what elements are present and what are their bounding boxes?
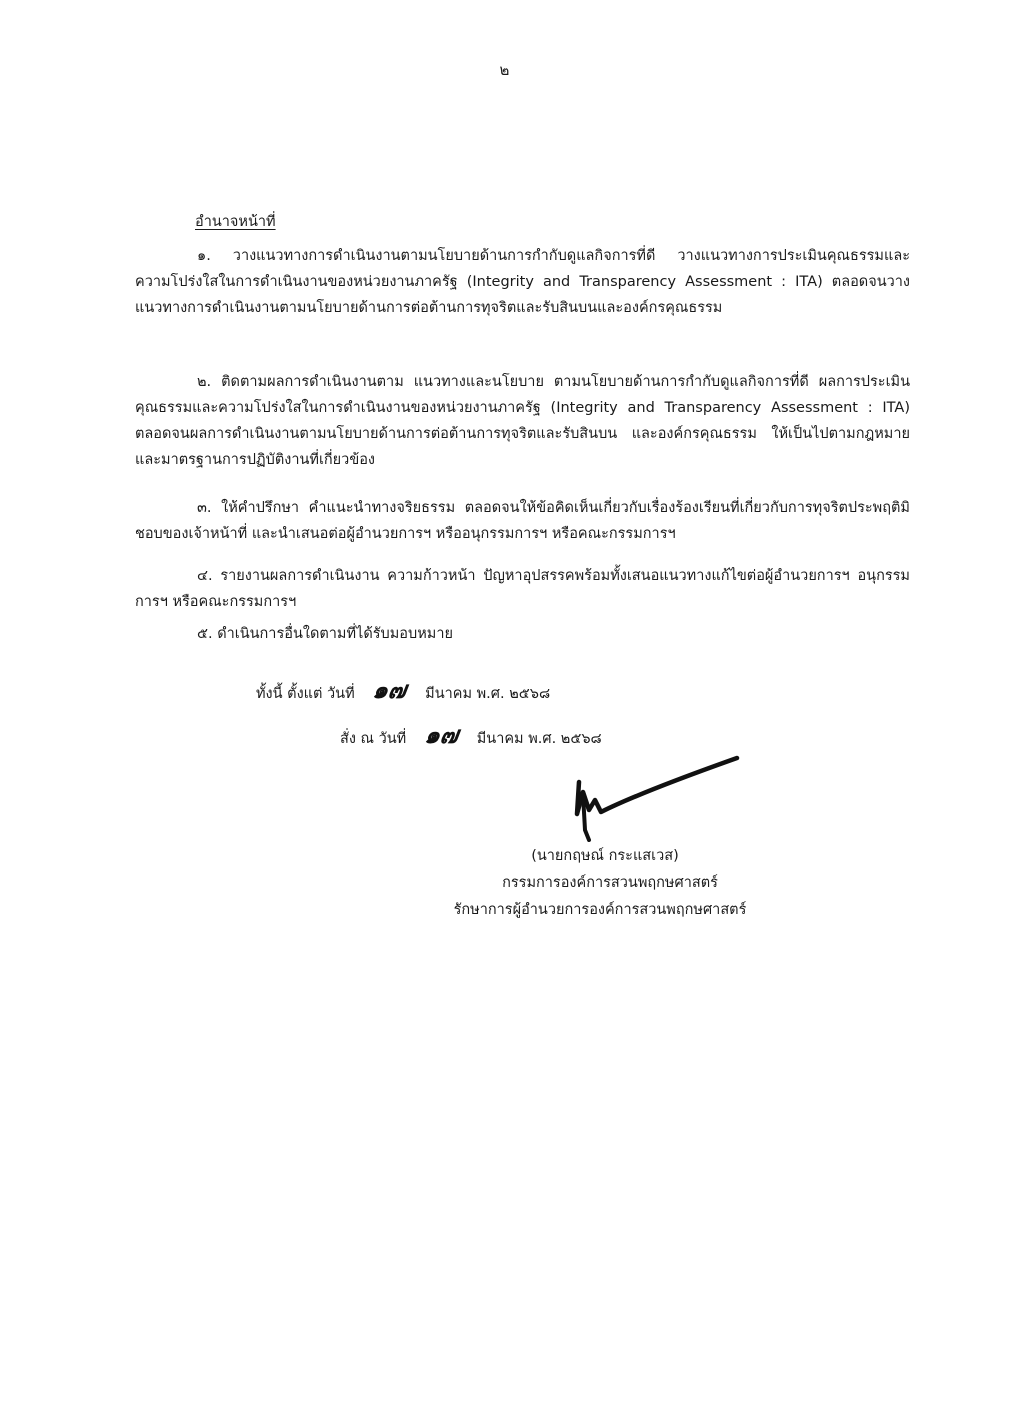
duty-item-4: ๔. รายงานผลการดำเนินงาน ความก้าวหน้า ปัญหาอุปสรรคพร้อมทั้งเสนอแนวทางแก้ไขต่อผู้อำนวยการฯ อนุกรรมการฯ หรือคณะกรรมการฯ bbox=[135, 568, 910, 610]
effective-date-day: ๑๗ bbox=[371, 675, 409, 704]
ordered-date-prefix: สั่ง ณ วันที่ bbox=[340, 731, 407, 747]
duty-item-3: ๓. ให้คำปรึกษา คำแนะนำทางจริยธรรม ตลอดจนให้ข้อคิดเห็นเกี่ยวกับเรื่องร้องเรียนที่เกี่ยวกับการทุจริตประพฤติมิชอบของเจ้าหน้าที่ และนำเสนอต่อผู้อำนวยการฯ หรืออนุกรรมการฯ หรือคณะกรรมการฯ bbox=[135, 500, 910, 542]
signer-title-committee: กรรมการองค์การสวนพฤกษศาสตร์ bbox=[502, 875, 718, 891]
duty-item-1: ๑. วางแนวทางการดำเนินงานตามนโยบายด้านการกำกับดูแลกิจการที่ดี วางแนวทางการประเมินคุณธรรมและความโปร่งใสในการดำเนินงานของหน่วยงานภาครัฐ (Integrity and Transparency Assessment : ITA) ตลอดจนวางแนวทางการดำเนินงานตามนโยบายด้านการต่อต้านการทุจริตและรับสินบนและองค์กรคุณธรรม bbox=[135, 248, 910, 316]
ordered-date-line bbox=[340, 715, 602, 754]
signer-name: (นายกฤษณ์ กระแสเวส) bbox=[531, 848, 679, 864]
page-number: ๒ bbox=[499, 61, 510, 79]
duty-item-2: ๒. ติดตามผลการดำเนินงานตาม แนวทางและนโยบาย ตามนโยบายด้านการกำกับดูแลกิจการที่ดี ผลการประเมินคุณธรรมและความโปร่งใสในการดำเนินงานของหน่วยงานภาครัฐ (Integrity and Transparency Assessment : ITA) ตลอดจนผลการดำเนินงานตามนโยบายด้านการต่อต้านการทุจริตและรับสินบน และองค์กรคุณธรรม ให้เป็นไปตามกฎหมาย และมาตรฐานการปฏิบัติงานที่เกี่ยวข้อง bbox=[135, 374, 910, 468]
signer-title-acting-director: รักษาการผู้อำนวยการองค์การสวนพฤกษศาสตร์ bbox=[453, 902, 747, 918]
effective-date-prefix: ทั้งนี้ ตั้งแต่ วันที่ bbox=[256, 686, 355, 702]
ordered-date-day: ๑๗ bbox=[422, 720, 461, 749]
duty-item-5: ๕. ดำเนินการอื่นใดตามที่ได้รับมอบหมาย bbox=[197, 626, 453, 642]
ordered-date-month-year: มีนาคม พ.ศ. ๒๕๖๘ bbox=[476, 731, 602, 747]
effective-date-month-year: มีนาคม พ.ศ. ๒๕๖๘ bbox=[425, 686, 551, 702]
duties-heading: อำนาจหน้าที่ bbox=[195, 214, 276, 230]
handwritten-signature bbox=[565, 752, 745, 842]
effective-date-line bbox=[256, 670, 550, 709]
